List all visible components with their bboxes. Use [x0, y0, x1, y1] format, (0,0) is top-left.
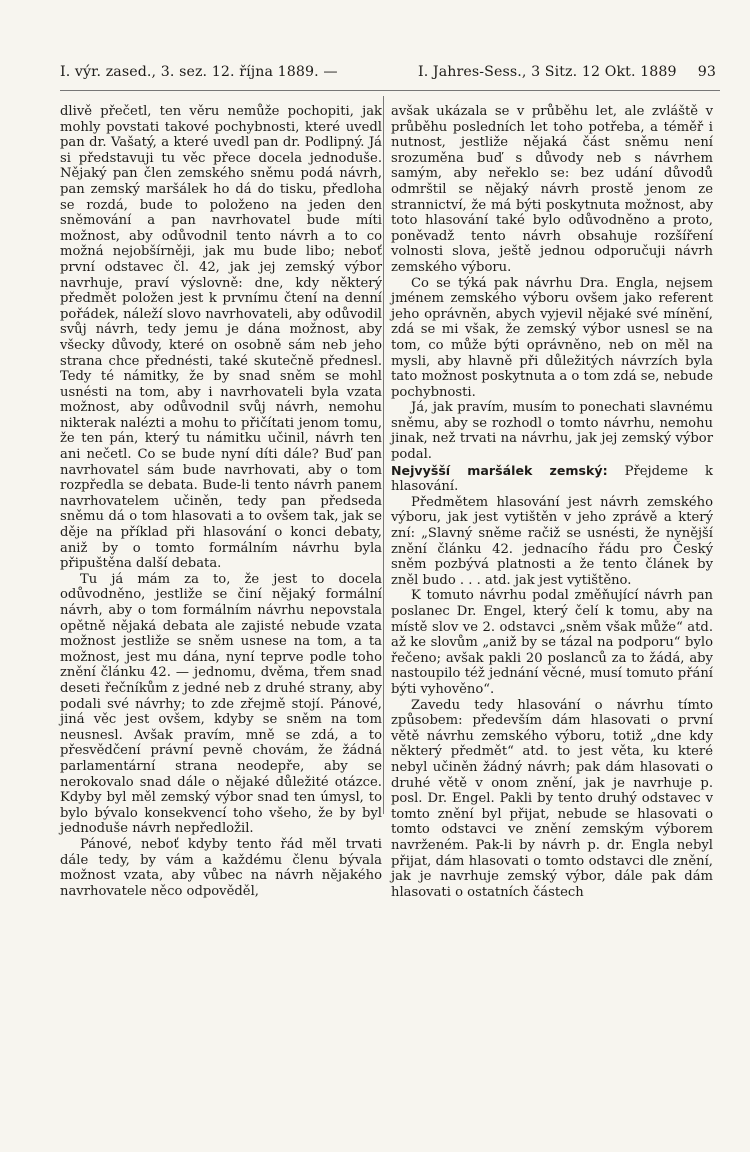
paragraph: K tomuto návrhu podal změňující návrh pan poslanec Dr. Engel, který čelí k tomu, aby na místě slov ve 2. odstavci „sněm však může“ atd. až ke slovům „aniž by se tázal na podporu“ bylo řečeno; avšak pakli 20 poslanců za to žádá, aby nastoupilo též jednání věcné, musí tomuto přání býti vyhověno“.	[391, 588, 713, 697]
paragraph: Pánové, neboť kdyby tento řád měl trvati dále tedy, by vám a každému členu bývala možnost vzata, aby vůbec na návrh nějakého navrhovatele něco odpověděl,	[60, 836, 382, 899]
header-german: I. Jahres-Sess., 3 Sitz. 12 Okt. 1889	[418, 64, 677, 80]
header-czech: I. výr. zased., 3. sez. 12. října 1889. —	[60, 64, 338, 80]
paragraph: Zavedu tedy hlasování o návrhu tímto způsobem: především dám hlasovati o první větě návrhu zemského výboru, totiž „dne kdy některý předmět“ atd. to jest věta, ku které nebyl učiněn žádný návrh; pak dám hlasovati o druhé větě v onom znění, jak je navrhuje p. posl. Dr. Engel. Pakli by tento druhý odstavec v tomto znění byl přijat, nebude se hlasovati o tomto odstavci ve znění zemským výborem navrženém. Pak-li by návrh p. dr. Engla nebyl přijat, dám hlasovati o tomto odstavci dle znění, jak je navrhuje zemský výbor, dále pak dám hlasovati o ostatních částech	[391, 697, 713, 900]
paragraph: Co se týká pak návrhu Dra. Engla, nejsem jménem zemského výboru ovšem jako referent jeho oprávněn, abych vyjevil nějaké své mínění, zdá se mi však, že zemský výbor usnesl se na tom, co může býti oprávněno, neb on měl na mysli, aby hlavně při důležitých návrzích byla tato možnost poskytnuta a o tom zdá se, nebude pochybnosti.	[391, 275, 713, 400]
paragraph: avšak ukázala se v průběhu let, ale zvláště v průběhu posledních let toho potřeba, a téměř i nutnost, jestliže nějaká část sněmu není srozuměna buď s důvody neb s návrhem samým, aby neřeklo se: bez udání důvodů odmrštil se nějaký návrh prostě jenom ze strannictví, že má býti poskytnuta možnost, aby toto hlasování také bylo odůvodněno a proto, poněvadž tento návrh obsahuje rozšíření volnosti slova, ještě jednou odporučuji návrh zemského výboru.	[391, 104, 713, 275]
running-header	[60, 60, 716, 86]
header-rule	[60, 90, 720, 91]
paragraph: Předmětem hlasování jest návrh zemského výboru, jak jest vytištěn v jeho zprávě a který zní: „Slavný sněme račiž se usnésti, že nynější znění článku 42. jednacího řádu pro Český sněm pozbývá platnosti a že tento článek by zněl budo . . . atd. jak jest vytištěno.	[391, 494, 713, 588]
speech-paragraph	[391, 463, 713, 495]
paragraph: Tu já mám za to, že jest to docela odůvodněno, jestliže se činí nějaký formální návrh, aby o tom formálním návrhu nepovstala opětně nějaká debata ale zajisté nebude vzata možnost jestliže se sněm usnese na tom, a ta možnost, jest mu dána, nyní teprve podle toho znění článku 42. — jednomu, dvěma, třem snad deseti řečníkům z jedné neb z druhé strany, aby podali své návrhy; to zde zřejmě stojí. Pánové, jiná věc jest ovšem, kdyby se sněm na tom neusnesl. Avšak pravím, mně se zdá, a to přesvědčení právní pevně chovám, že žádná parlamentární strana neodepře, aby se nerokovalo snad dále o nějaké důležité otázce. Kdyby byl měl zemský výbor snad ten úmysl, to bylo bývalo konsekvencí toho všeho, že by byl jednoduše návrh nepředložil.	[60, 571, 382, 837]
paragraph: Já, jak pravím, musím to ponechati slavnému sněmu, aby se rozhodl o tomto návrhu, nemohu jinak, než trvati na návrhu, jak jej zemský výbor podal.	[391, 400, 713, 463]
page-number: 93	[697, 64, 716, 80]
speaker-name: Nejvyšší maršálek zemský:	[391, 462, 608, 478]
paragraph: dlivě přečetl, ten věru nemůže pochopiti, jak mohly povstati takové pochybnosti, které uvedl pan dr. Vašatý, a které uvedl pan dr. Podlipný. Já si představuji tu věc přece docela jednoduše. Nějaký pan člen zemského sněmu podá návrh, pan zemský maršálek ho dá do tisku, předloha se rozdá, bude to položeno na jeden den sněmování a pan navrhovatel bude míti možnost, aby odůvodnil tento návrh a to co možná nejobšírněji, jak mu bude libo; neboť první odstavec čl. 42, jak jej zemský výbor navrhuje, praví výslovně: dne, kdy některý předmět položen jest k prvnímu čtení na denní pořádek, náleží slovo navrhovateli, aby odůvodil svůj návrh, tedy jemu je dána možnost, aby všecky důvody, které on osobně sám neb jeho strana chce přednésti, také skutečně přednesl. Tedy té námitky, že by snad sněm se mohl usnésti na tom, aby i navrhovateli byla vzata možnost, aby odůvodnil svůj návrh, nemohu nikterak nalézti a mohu to přičítati jenom tomu, že ten pán, který tu námitku učinil, návrh ten ani nečetl. Co se bude nyní díti dále? Buď pan navrhovatel sám bude navrhovati, aby o tom rozpředla se debata. Bude-li tento návrh panem navrhovatelem učiněn, tedy pan předseda sněmu dá o tom hlasovati a to ovšem tak, jak se děje na příklad při hlasování o konci debaty, aniž by o tomto formálním návrhu byla připuštěna další debata.	[60, 104, 382, 572]
column-divider	[383, 96, 384, 814]
right-column	[391, 104, 713, 900]
left-column	[60, 104, 382, 899]
speech-text: Přejdeme k hlasování.	[391, 463, 713, 495]
